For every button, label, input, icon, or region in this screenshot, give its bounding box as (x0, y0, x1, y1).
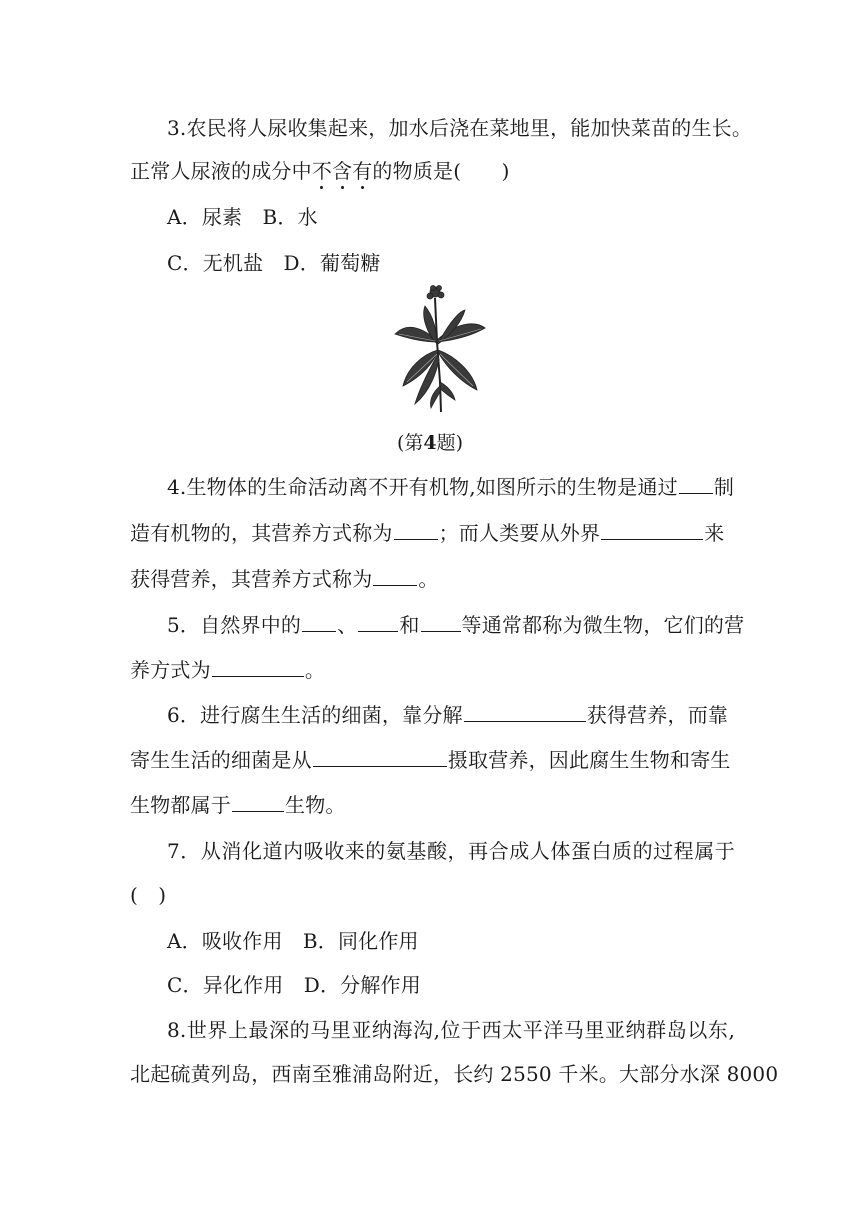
q7-line-1: 7．从消化道内吸收来的氨基酸，再合成人体蛋白质的过程属于 (167, 839, 735, 863)
q3-options-cd: C．无机盐 D．葡萄糖 (167, 251, 381, 275)
q8-line-1: 8.世界上最深的马里亚纳海沟,位于西太平洋马里亚纳群岛以东, (167, 1018, 735, 1042)
plant-illustration-icon (385, 282, 505, 422)
q4-line-3: 获得营养，其营养方式称为 。 (130, 567, 439, 591)
fill-blank (302, 613, 336, 632)
figure-caption: (第4题) (396, 432, 464, 454)
fill-blank (373, 567, 417, 586)
q4-line-1: 4.生物体的生命活动离不开有机物,如图所示的生物是通过 制 (167, 475, 735, 499)
q3-line-2-pre: 正常人尿液的成分中 (130, 159, 312, 183)
fill-blank (358, 613, 398, 632)
q7-line-2: ( ) (130, 883, 167, 907)
q7-options-cd: C．异化作用 D．分解作用 (167, 973, 421, 997)
fill-blank (394, 521, 438, 540)
q5-line-2: 养方式为 。 (130, 658, 326, 682)
emphasis-char: 含 (332, 159, 353, 183)
q3-line-2 (130, 157, 735, 185)
fill-blank (601, 521, 703, 540)
fill-blank (464, 703, 586, 722)
q6-line-1: 6．进行腐生生活的细菌，靠分解 获得营养，而靠 (167, 703, 729, 727)
emphasis-char: 不 (311, 159, 333, 183)
q6-line-3: 生物都属于 生物。 (130, 793, 346, 817)
fill-blank (232, 793, 284, 812)
q3-options-ab: A．尿素 B．水 (167, 205, 318, 229)
q3-line-2-post: 的物质是( ) (372, 159, 510, 183)
figure-number: 4 (423, 432, 437, 454)
q3-line-1: 3.农民将人尿收集起来，加水后浇在菜地里，能加快菜苗的生长。 (167, 116, 753, 140)
fill-blank (313, 748, 447, 767)
q7-options-ab: A．吸收作用 B．同化作用 (167, 929, 419, 953)
fill-blank (421, 613, 461, 632)
q6-line-2: 寄生生活的细菌是从 摄取营养，因此腐生生物和寄生 (130, 748, 731, 772)
emphasis-char: 有 (352, 159, 373, 183)
fill-blank (679, 475, 713, 494)
q4-line-2: 造有机物的，其营养方式称为 ；而人类要从外界 来 (130, 521, 725, 545)
fill-blank (212, 658, 304, 677)
q5-line-1: 5．自然界中的 、 和 等通常都称为微生物，它们的营 (167, 613, 745, 637)
q8-line-2: 北起硫黄列岛，西南至雅浦岛附近，长约 2550 千米。大部分水深 8000 (130, 1062, 779, 1086)
